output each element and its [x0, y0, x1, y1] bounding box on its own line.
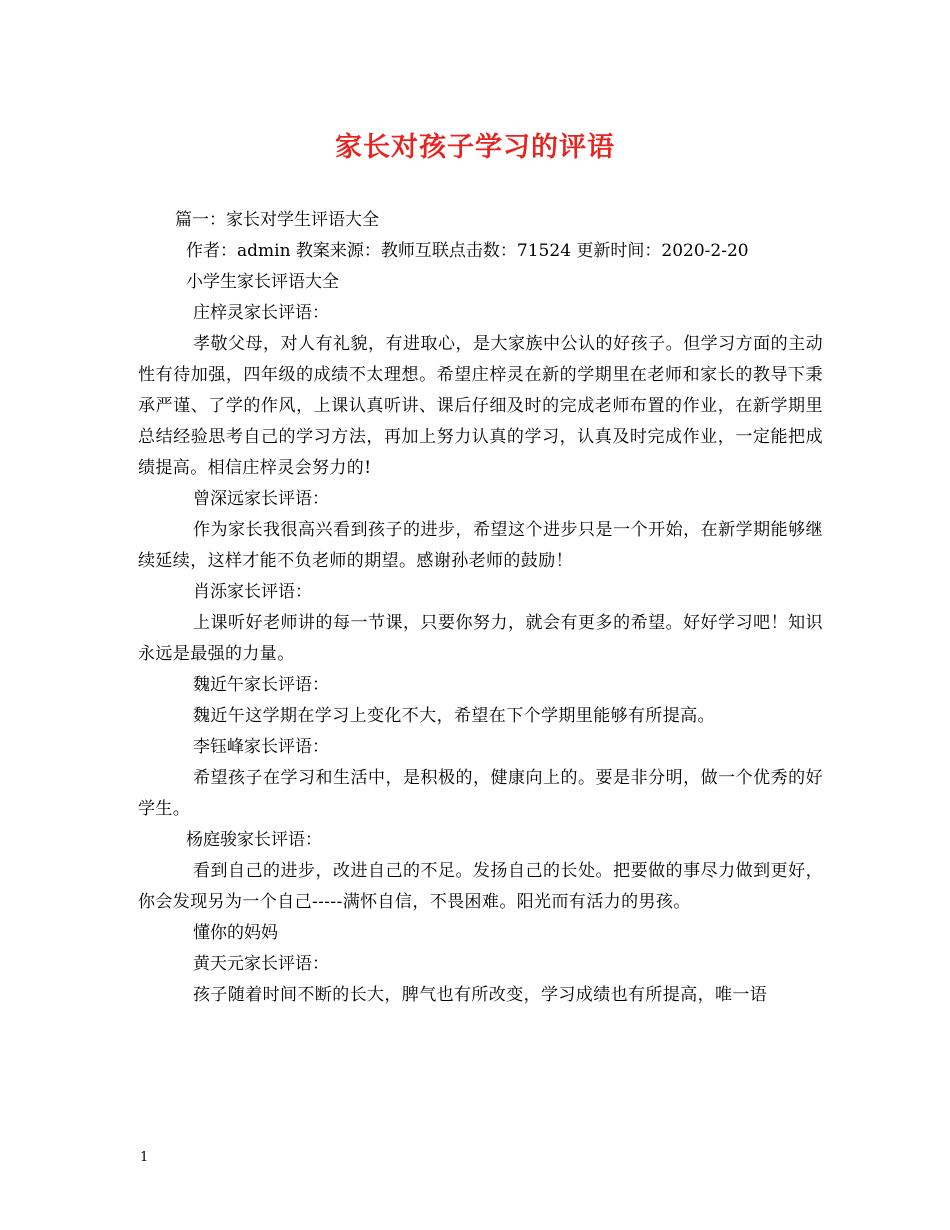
entry-name: 李钰峰家长评语： [193, 737, 329, 757]
entry-signature: 懂你的妈妈 [193, 923, 278, 943]
page-number: 1 [140, 1150, 149, 1165]
entry-name: 庄梓灵家长评语： [193, 303, 329, 323]
entry-name: 杨庭骏家长评语： [186, 830, 322, 850]
entry-name: 曾深远家长评语： [193, 489, 329, 509]
entry-text: 看到自己的进步，改进自己的不足。发扬自己的长处。把要做的事尽力做到更好，你会发现另为一个自己-----满怀自信，不畏困难。阳光而有活力的男孩。 [138, 861, 823, 912]
document-title: 家长对孩子学习的评语 [335, 132, 615, 163]
entry-text: 上课听好老师讲的每一节课，只要你努力，就会有更多的希望。好好学习吧！知识永远是最强的力量。 [138, 613, 823, 664]
article-subtitle: 小学生家长评语大全 [186, 272, 339, 292]
entry-text: 作为家长我很高兴看到孩子的进步，希望这个进步只是一个开始，在新学期能够继续延续，这样才能不负老师的期望。感谢孙老师的鼓励！ [138, 520, 823, 571]
entry-name: 黄天元家长评语： [193, 954, 329, 974]
entry-text: 孝敬父母，对人有礼貌，有进取心，是大家族中公认的好孩子。但学习方面的主动性有待加强，四年级的成绩不太理想。希望庄梓灵在新的学期里在老师和家长的教导下秉承严谨、了学的作风，上课认真听讲、课后仔细及时的完成老师布置的作业，在新学期里总结经验思考自己的学习方法，再加上努力认真的学习，认真及时完成作业，一定能把成绩提高。相信庄梓灵会努力的! [138, 334, 823, 478]
document-body [138, 205, 823, 1011]
entry-text: 魏近午这学期在学习上变化不大，希望在下个学期里能够有所提高。 [193, 706, 715, 726]
entry-text: 孩子随着时间不断的长大，脾气也有所改变，学习成绩也有所提高，唯一语 [193, 985, 768, 1005]
entry-name: 魏近午家长评语： [193, 675, 329, 695]
entry-text: 希望孩子在学习和生活中，是积极的，健康向上的。要是非分明，做一个优秀的好学生。 [138, 768, 823, 819]
section-heading: 篇一：家长对学生评语大全 [175, 210, 379, 230]
article-meta: 作者：admin 教案来源：教师互联点击数：71524 更新时间：2020-2-20 [186, 241, 749, 261]
entry-name: 肖泺家长评语： [193, 582, 312, 602]
